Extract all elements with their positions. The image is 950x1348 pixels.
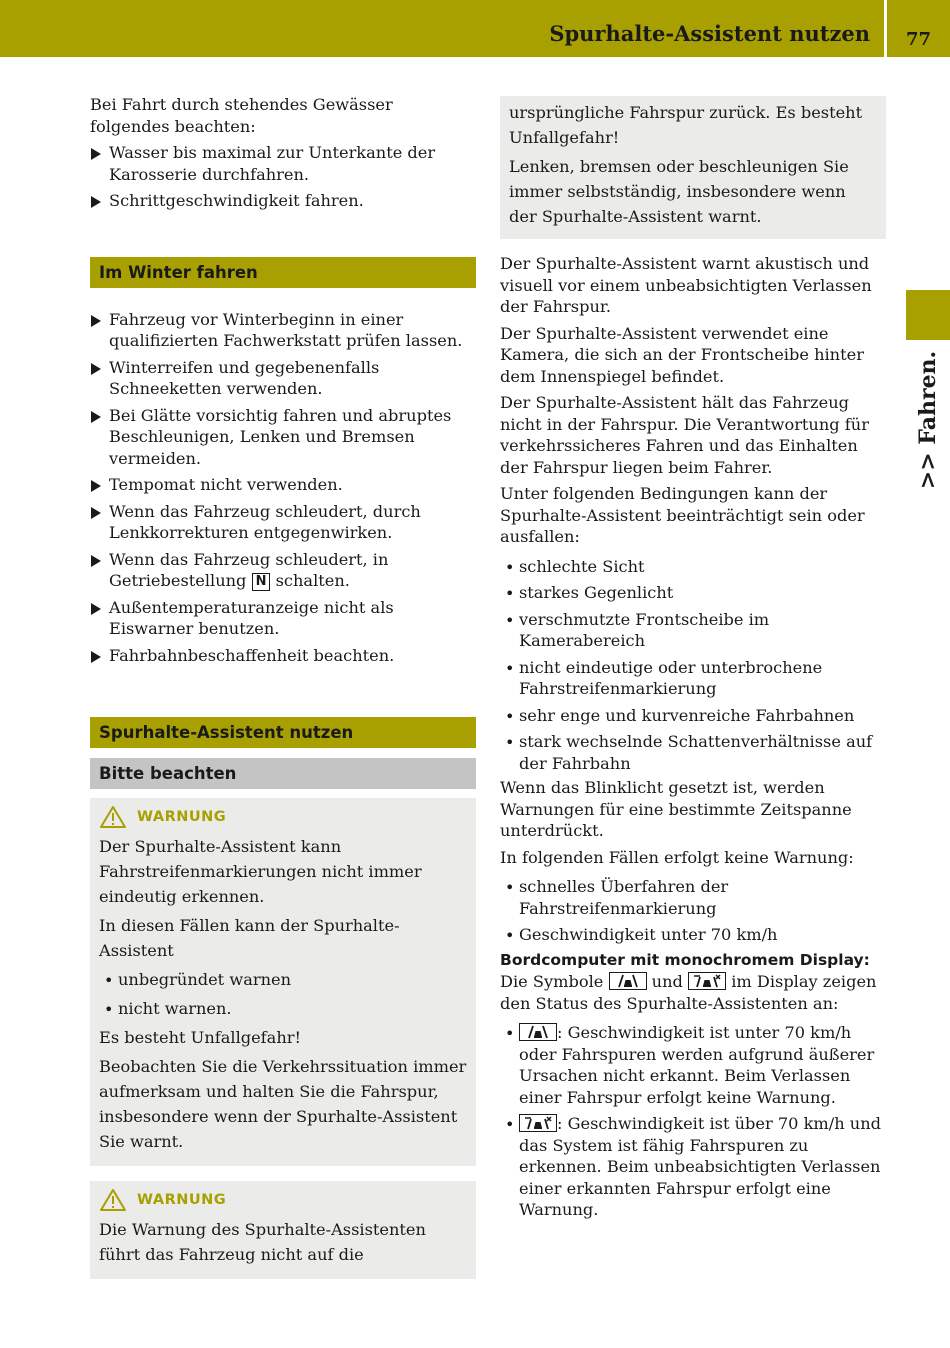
list-item-text: : Geschwindigkeit ist unter 70 km/h oder Fahrspuren werden aufgrund äußerer Ursachen nicht erkannt. Beim Verlassen einer Fahrspur erfolgt keine Warnung.: [519, 1023, 875, 1107]
list-item: [90, 357, 476, 400]
side-tab-marker: [906, 290, 950, 340]
list-item-text: Schrittgeschwindigkeit fahren.: [109, 191, 364, 210]
body-paragraph: In folgenden Fällen erfolgt keine Warnung:: [500, 847, 854, 867]
arrow-bullet-icon: [91, 603, 101, 615]
warning-label: WARNUNG: [137, 809, 227, 825]
list-item-text: verschmutzte Frontscheibe im Kamerabereich: [519, 609, 770, 650]
warning-text: Es besteht Unfallgefahr!: [99, 1028, 301, 1047]
warning-text: Lenken, bremsen oder beschleunigen Sie immer selbstständig, insbesondere wenn der Spurhalte-Assistent warnt.: [509, 157, 849, 226]
list-item: [500, 876, 886, 919]
list-item: [90, 190, 476, 212]
list-item: [500, 705, 886, 727]
warning-triangle-icon: [99, 1188, 127, 1212]
warning-box-continued: [500, 96, 886, 239]
note-heading: Bitte beachten: [90, 758, 476, 789]
warning-header: [99, 804, 467, 830]
body-paragraph: Der Spurhalte-Assistent hält das Fahrzeug nicht in der Fahrspur. Die Verantwortung für verkehrssicheres Fahren und das Einhalten der Fahrspur liegen beim Fahrer.: [500, 393, 869, 477]
list-item: [500, 1022, 886, 1108]
dot-bullet-icon: •: [505, 610, 515, 630]
arrow-bullet-icon: [91, 411, 101, 423]
list-item-text: Bei Glätte vorsichtig fahren und abruptes Beschleunigen, Lenken und Bremsen vermeiden.: [109, 405, 452, 468]
dot-bullet-icon: •: [505, 926, 515, 945]
lane-assist-active-icon: [519, 1114, 557, 1132]
body-paragraph: Der Spurhalte-Assistent warnt akustisch und visuell vor einem unbeabsichtigten Verlassen der Fahrspur.: [500, 254, 872, 316]
list-item-text: Fahrzeug vor Winterbeginn in einer qualifizierten Fachwerkstatt prüfen lassen.: [109, 309, 463, 350]
dot-bullet-icon: •: [505, 878, 515, 897]
list-item-text: Tempomat nicht verwenden.: [109, 475, 343, 494]
list-item: [90, 474, 476, 496]
warning-text: Beobachten Sie die Verkehrssituation immer aufmerksam und halten Sie die Fahrspur, insbesondere wenn der Spurhalte-Assistent Sie warnt.: [99, 1057, 467, 1151]
list-item-text: Wenn das Fahrzeug schleudert, durch Lenkkorrekturen entgegenwirken.: [109, 501, 421, 542]
warning-text: In diesen Fällen kann der Spurhalte-Assistent: [99, 916, 400, 960]
list-item-text: stark wechselnde Schattenverhältnisse auf der Fahrbahn: [519, 732, 873, 773]
warning-text: ursprüngliche Fahrspur zurück. Es besteht Unfallgefahr!: [509, 103, 863, 147]
list-item: [500, 731, 886, 774]
list-item: [500, 609, 886, 652]
lane-assist-heading: Spurhalte-Assistent nutzen: [90, 717, 476, 748]
list-item-text: Winterreifen und gegebenenfalls Schneeketten verwenden.: [109, 357, 380, 398]
list-item: [500, 582, 886, 604]
body-paragraph: Der Spurhalte-Assistent verwendet eine Kamera, die sich an der Frontscheibe hinter dem Innenspiegel befindet.: [500, 323, 864, 386]
list-item-text: unbegründet warnen: [118, 970, 292, 989]
warning-triangle-icon: [99, 805, 127, 829]
list-item: [90, 597, 476, 640]
arrow-bullet-icon: [91, 507, 101, 519]
list-item-text: Wasser bis maximal zur Unterkante der Karosserie durchfahren.: [109, 143, 436, 184]
list-item: [90, 405, 476, 470]
dot-bullet-icon: •: [505, 1024, 515, 1043]
side-tab-label: >> Fahren.: [915, 350, 941, 490]
list-item-text: : Geschwindigkeit ist über 70 km/h und das System ist fähig Fahrspuren zu erkennen. Beim unbeabsichtigten Verlassen einer erkannten Fahrspur erfolgt eine Warnung.: [519, 1114, 882, 1219]
dot-bullet-icon: •: [505, 584, 515, 603]
page-title: Spurhalte-Assistent nutzen: [549, 21, 870, 46]
display-subheading-text: Bordcomputer mit monochromem Display:: [500, 950, 870, 969]
warning-text: Die Warnung des Spurhalte-Assistenten führt das Fahrzeug nicht auf die: [99, 1220, 426, 1264]
list-item: [500, 1113, 886, 1221]
dot-bullet-icon: •: [505, 658, 515, 678]
dot-bullet-icon: •: [505, 1115, 515, 1134]
warning-header: [99, 1187, 467, 1213]
list-item-text: schalten.: [275, 571, 350, 590]
arrow-bullet-icon: [91, 363, 101, 375]
list-item: [90, 309, 476, 352]
warning-box: [90, 798, 476, 1166]
lane-assist-active-icon: [688, 972, 726, 990]
dot-bullet-icon: •: [104, 1000, 114, 1019]
right-column: [500, 96, 886, 1226]
list-item: [90, 645, 476, 667]
list-item-text: nicht eindeutige oder unterbrochene Fahrstreifenmarkierung: [519, 657, 823, 698]
list-item-text: Wenn das Fahrzeug schleudert, in Getriebestellung: [109, 549, 389, 590]
warning-label: WARNUNG: [137, 1192, 227, 1208]
lane-assist-inactive-icon: [519, 1023, 557, 1041]
warning-box: [90, 1181, 476, 1279]
water-intro: Bei Fahrt durch stehendes Gewässer folgendes beachten:: [90, 95, 393, 136]
list-item: [99, 996, 467, 1021]
dot-bullet-icon: •: [505, 733, 515, 752]
arrow-bullet-icon: [91, 651, 101, 663]
list-item: [99, 967, 467, 992]
text-span: und: [651, 972, 683, 991]
list-item: [500, 924, 886, 946]
body-paragraph: Unter folgenden Bedingungen kann der Spurhalte-Assistent beeinträchtigt sein oder ausfallen:: [500, 484, 865, 546]
conditions-list: [500, 556, 886, 775]
list-item-text: Fahrbahnbeschaffenheit beachten.: [109, 645, 395, 665]
list-item-text: schlechte Sicht: [519, 556, 645, 576]
winter-list: [90, 309, 476, 667]
list-item: [500, 657, 886, 700]
water-list: [90, 142, 476, 212]
list-item: [90, 142, 476, 185]
lane-assist-inactive-icon: [609, 972, 647, 990]
list-item: [90, 549, 476, 592]
arrow-bullet-icon: [91, 555, 101, 567]
winter-heading: Im Winter fahren: [90, 257, 476, 288]
warning-list: [99, 967, 467, 1021]
dot-bullet-icon: •: [104, 971, 114, 990]
list-item: [500, 556, 886, 578]
page-header: [0, 0, 884, 57]
left-column: [90, 94, 476, 1279]
list-item-text: Außentemperaturanzeige nicht als Eiswarner benutzen.: [109, 597, 394, 638]
list-item-text: starkes Gegenlicht: [519, 583, 674, 602]
page-number: 77: [887, 0, 950, 57]
warning-text: Der Spurhalte-Assistent kann Fahrstreifenmarkierungen nicht immer eindeutig erkennen.: [99, 837, 422, 906]
arrow-bullet-icon: [91, 315, 101, 327]
dot-bullet-icon: •: [505, 706, 515, 726]
body-paragraph: [500, 971, 886, 1014]
no-warning-list: [500, 876, 886, 946]
list-item-text: Geschwindigkeit unter 70 km/h: [519, 925, 778, 944]
arrow-bullet-icon: [91, 196, 101, 208]
display-subheading: [500, 949, 886, 972]
list-item-text: nicht warnen.: [118, 999, 232, 1018]
text-span: im Display zeigen den Status des Spurhalte-Assistenten an:: [500, 972, 877, 1013]
list-item-text: sehr enge und kurvenreiche Fahrbahnen: [519, 705, 855, 725]
arrow-bullet-icon: [91, 480, 101, 492]
dot-bullet-icon: •: [505, 557, 515, 577]
body-paragraph: Wenn das Blinklicht gesetzt ist, werden Warnungen für eine bestimmte Zeitspanne unterdrückt.: [500, 778, 852, 840]
list-item-text: schnelles Überfahren der Fahrstreifenmarkierung: [519, 877, 729, 918]
list-item: [90, 501, 476, 544]
arrow-bullet-icon: [91, 148, 101, 160]
gear-n-key: N: [252, 573, 271, 591]
symbol-list: [500, 1022, 886, 1221]
text-span: Die Symbole: [500, 972, 604, 991]
